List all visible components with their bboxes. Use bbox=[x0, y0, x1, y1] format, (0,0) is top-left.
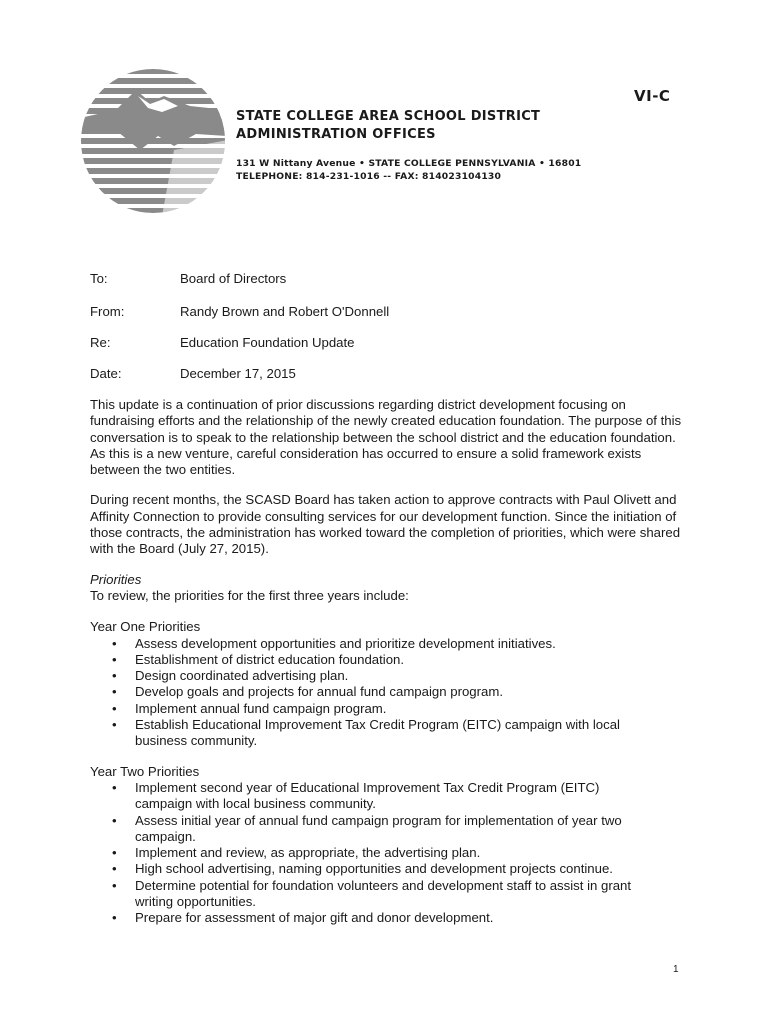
body-paragraph-2: During recent months, the SCASD Board has taken action to approve contracts with Paul Olivett and Affinity Connection to provide consulting services for our development function. Since the initiation of those contracts, the administration has worked toward the completion of priorities, which were shared with the Board (July 27, 2015). bbox=[90, 492, 681, 557]
year-one-list bbox=[90, 636, 690, 750]
list-item: • High school advertising, naming opportunities and development projects continue. bbox=[112, 861, 613, 877]
striped-circle-logo-icon bbox=[78, 66, 228, 216]
memo-re-value: Education Foundation Update bbox=[180, 335, 355, 350]
bullet-icon: • bbox=[112, 717, 117, 733]
list-item: • Assess development opportunities and prioritize development initiatives. bbox=[112, 635, 556, 651]
page-number: 1 bbox=[673, 964, 679, 975]
list-item: • Prepare for assessment of major gift and donor development. bbox=[112, 910, 494, 926]
org-name bbox=[236, 108, 540, 144]
org-line-2: ADMINISTRATION OFFICES bbox=[236, 127, 436, 142]
list-item: • Establish Educational Improvement Tax Credit Program (EITC) campaign with local business community. bbox=[112, 717, 620, 749]
memo-to-value: Board of Directors bbox=[180, 271, 287, 286]
bullet-icon: • bbox=[112, 910, 117, 926]
year-two-list bbox=[90, 780, 690, 927]
address-line: 131 W Nittany Avenue • STATE COLLEGE PENNSYLVANIA • 16801 bbox=[236, 158, 582, 169]
list-item: • Design coordinated advertising plan. bbox=[112, 668, 349, 684]
bullet-icon: • bbox=[112, 700, 117, 716]
list-item: • Implement second year of Educational Improvement Tax Credit Program (EITC) campaign with local business community. bbox=[112, 779, 600, 812]
bullet-icon: • bbox=[112, 845, 117, 861]
list-item: • Establishment of district education foundation. bbox=[112, 651, 405, 667]
memo-to-label: To: bbox=[90, 271, 108, 286]
bullet-icon: • bbox=[112, 779, 117, 795]
bullet-icon: • bbox=[112, 635, 117, 651]
year-one-heading: Year One Priorities bbox=[90, 619, 201, 635]
bullet-icon: • bbox=[112, 668, 117, 684]
bullet-icon: • bbox=[112, 651, 117, 667]
memo-from-label: From: bbox=[90, 304, 125, 319]
bullet-icon: • bbox=[112, 684, 117, 700]
bullet-icon: • bbox=[112, 861, 117, 877]
bullet-icon: • bbox=[112, 877, 117, 893]
year-two-heading: Year Two Priorities bbox=[90, 763, 200, 779]
bullet-icon: • bbox=[112, 812, 117, 828]
priorities-heading: Priorities bbox=[90, 571, 142, 587]
list-item: • Implement annual fund campaign program. bbox=[112, 700, 387, 716]
memo-date-value: December 17, 2015 bbox=[180, 366, 296, 381]
contact-line: TELEPHONE: 814-231-1016 -- FAX: 814023104130 bbox=[236, 171, 502, 182]
org-line-1: STATE COLLEGE AREA SCHOOL DISTRICT bbox=[236, 109, 541, 124]
list-item: • Implement and review, as appropriate, the advertising plan. bbox=[112, 845, 481, 861]
body-paragraph-1: This update is a continuation of prior discussions regarding district development focusing on fundraising efforts and the relationship of the newly created education foundation. The purpose of this conversation is to speak to the relationship between the school district and the education foundation. As this is a new venture, careful consideration has occurred to ensure a solid framework exists between the two entities. bbox=[90, 397, 682, 478]
memo-date-label: Date: bbox=[90, 366, 122, 381]
memo-from-value: Randy Brown and Robert O'Donnell bbox=[180, 304, 390, 319]
list-item: • Develop goals and projects for annual fund campaign program. bbox=[112, 684, 504, 700]
list-item: • Assess initial year of annual fund campaign program for implementation of year two campaign. bbox=[112, 812, 622, 844]
priorities-intro: To review, the priorities for the first three years include: bbox=[90, 587, 409, 603]
memo-body bbox=[90, 397, 690, 927]
list-item: • Determine potential for foundation volunteers and development staff to assist in grant writing opportunities. bbox=[112, 877, 632, 910]
document-code: VI-C bbox=[634, 87, 671, 105]
memo-re-label: Re: bbox=[90, 335, 111, 350]
org-address bbox=[236, 157, 581, 183]
